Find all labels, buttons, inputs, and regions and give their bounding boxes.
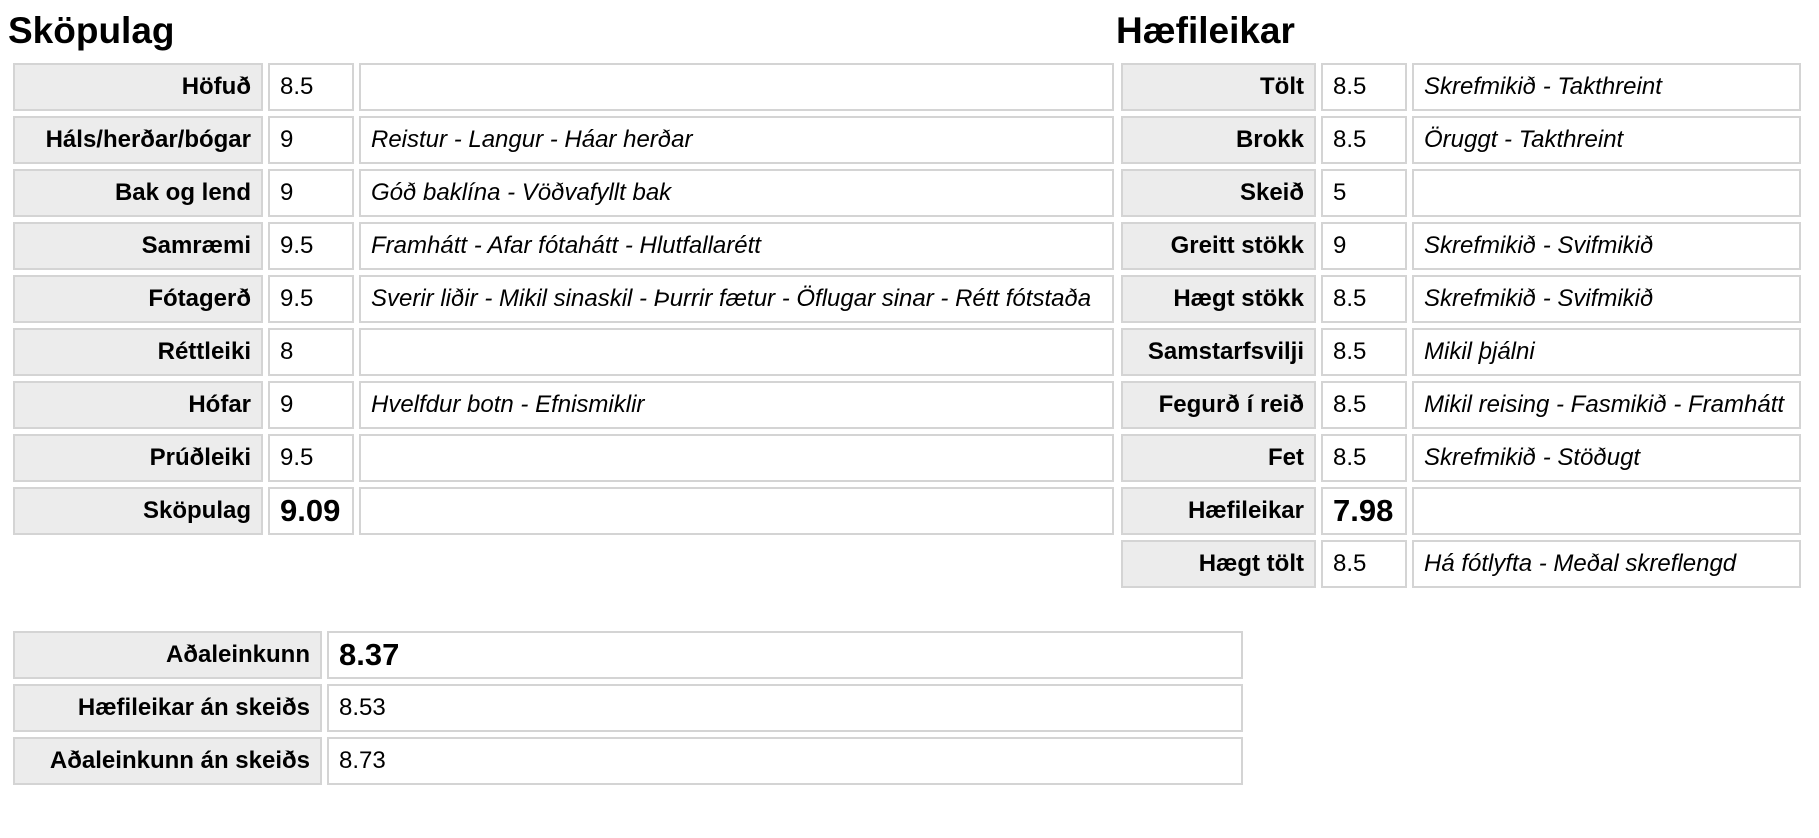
row-comment	[359, 63, 1114, 111]
row-score: 9	[268, 169, 354, 217]
total-row	[13, 631, 1243, 679]
row-score: 9	[268, 381, 354, 429]
row-comment: Góð baklína - Vöðvafyllt bak	[359, 169, 1114, 217]
row-label: Hófar	[13, 381, 263, 429]
row-comment: Skrefmikið - Stöðugt	[1412, 434, 1801, 482]
row-comment	[359, 434, 1114, 482]
total-label: Hæfileikar	[1121, 487, 1316, 535]
row-label: Brokk	[1121, 116, 1316, 164]
abilities-table	[1116, 58, 1806, 593]
table-row	[13, 116, 1114, 164]
row-comment	[1412, 169, 1801, 217]
row-comment: Mikil þjálni	[1412, 328, 1801, 376]
row-label: Aðaleinkunn án skeiðs	[13, 737, 322, 785]
table-row	[1121, 63, 1801, 111]
row-label: Fet	[1121, 434, 1316, 482]
row-comment: Mikil reising - Fasmikið - Framhátt	[1412, 381, 1801, 429]
table-row	[13, 169, 1114, 217]
row-comment	[359, 487, 1114, 535]
total-score: 7.98	[1321, 487, 1407, 535]
row-label: Fegurð í reið	[1121, 381, 1316, 429]
table-row	[1121, 540, 1801, 588]
table-row	[13, 328, 1114, 376]
table-row	[1121, 381, 1801, 429]
table-row	[13, 684, 1243, 732]
row-label: Samræmi	[13, 222, 263, 270]
row-score: 8.5	[1321, 63, 1407, 111]
abilities-section	[1116, 0, 1806, 597]
table-row	[1121, 434, 1801, 482]
table-row	[1121, 275, 1801, 323]
total-score: 9.09	[268, 487, 354, 535]
row-comment: Skrefmikið - Takthreint	[1412, 63, 1801, 111]
row-label: Hægt tölt	[1121, 540, 1316, 588]
row-score: 8.73	[327, 737, 1243, 785]
row-comment: Skrefmikið - Svifmikið	[1412, 275, 1801, 323]
row-label: Hægt stökk	[1121, 275, 1316, 323]
table-row	[1121, 116, 1801, 164]
summary-section	[8, 630, 1248, 794]
row-score: 5	[1321, 169, 1407, 217]
total-row	[13, 487, 1114, 535]
row-score: 8	[268, 328, 354, 376]
row-label: Skeið	[1121, 169, 1316, 217]
row-comment: Reistur - Langur - Háar herðar	[359, 116, 1114, 164]
table-row	[13, 737, 1243, 785]
total-row	[1121, 487, 1801, 535]
total-label: Aðaleinkunn	[13, 631, 322, 679]
row-comment	[359, 328, 1114, 376]
abilities-title: Hæfileikar	[1116, 10, 1295, 51]
row-score: 8.5	[1321, 116, 1407, 164]
row-label: Bak og lend	[13, 169, 263, 217]
table-row	[13, 63, 1114, 111]
row-score: 9	[268, 116, 354, 164]
row-comment: Framhátt - Afar fótahátt - Hlutfallarétt	[359, 222, 1114, 270]
row-comment	[1412, 487, 1801, 535]
row-score: 9.5	[268, 222, 354, 270]
row-label: Höfuð	[13, 63, 263, 111]
row-score: 9.5	[268, 434, 354, 482]
row-comment: Hvelfdur botn - Efnismiklir	[359, 381, 1114, 429]
row-score: 8.5	[1321, 275, 1407, 323]
table-row	[13, 434, 1114, 482]
row-label: Réttleiki	[13, 328, 263, 376]
row-score: 8.5	[1321, 434, 1407, 482]
row-score: 8.5	[1321, 381, 1407, 429]
conformation-title: Sköpulag	[8, 10, 175, 51]
row-label: Hæfileikar án skeiðs	[13, 684, 322, 732]
table-row	[1121, 222, 1801, 270]
row-comment: Skrefmikið - Svifmikið	[1412, 222, 1801, 270]
row-score: 8.53	[327, 684, 1243, 732]
table-row	[1121, 328, 1801, 376]
table-row	[13, 275, 1114, 323]
table-row	[13, 381, 1114, 429]
row-score: 9	[1321, 222, 1407, 270]
table-row	[13, 222, 1114, 270]
conformation-table	[8, 58, 1119, 540]
row-comment: Sverir liðir - Mikil sinaskil - Þurrir fætur - Öflugar sinar - Rétt fótstaða	[359, 275, 1114, 323]
total-label: Sköpulag	[13, 487, 263, 535]
row-label: Fótagerð	[13, 275, 263, 323]
row-comment: Öruggt - Takthreint	[1412, 116, 1801, 164]
row-score: 8.5	[268, 63, 354, 111]
row-label: Háls/herðar/bógar	[13, 116, 263, 164]
table-row	[1121, 169, 1801, 217]
row-label: Greitt stökk	[1121, 222, 1316, 270]
row-label: Samstarfsvilji	[1121, 328, 1316, 376]
conformation-section	[8, 0, 1119, 544]
row-label: Prúðleiki	[13, 434, 263, 482]
row-comment: Há fótlyfta - Meðal skreflengd	[1412, 540, 1801, 588]
row-score: 8.5	[1321, 540, 1407, 588]
row-label: Tölt	[1121, 63, 1316, 111]
summary-table	[8, 626, 1248, 790]
row-score: 8.5	[1321, 328, 1407, 376]
row-score: 9.5	[268, 275, 354, 323]
total-score: 8.37	[327, 631, 1243, 679]
